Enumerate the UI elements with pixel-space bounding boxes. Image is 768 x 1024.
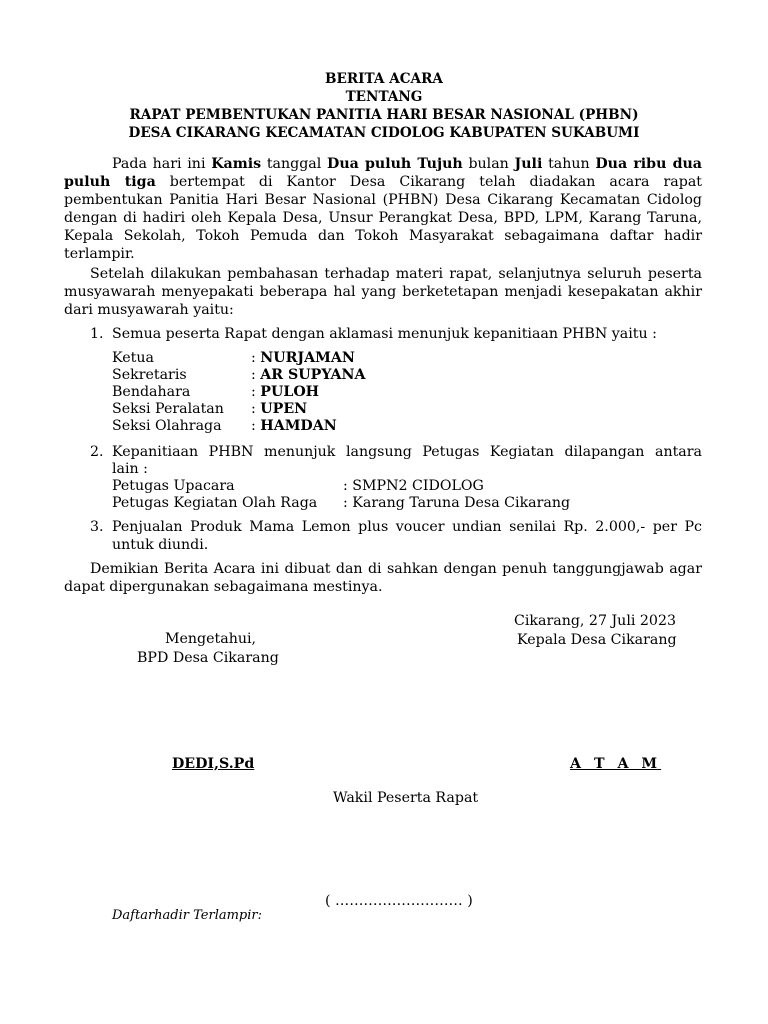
doc-subtitle: TENTANG — [345, 89, 423, 105]
role-name: AR SUPYANA — [260, 367, 366, 383]
opening-date: Dua puluh Tujuh — [327, 156, 463, 172]
village-head-name: A T A M — [570, 756, 662, 772]
role-label: Bendahara — [112, 384, 191, 400]
role-value: : HAMDAN — [251, 418, 337, 434]
village-head-title: Kepala Desa Cikarang — [517, 632, 677, 648]
role-name: PULOH — [260, 384, 320, 400]
role-value: : PULOH — [251, 384, 320, 400]
assignment-label: Petugas Kegiatan Olah Raga — [112, 495, 318, 511]
opening-text: tahun — [542, 156, 596, 172]
item-2-text: Kepanitiaan PHBN menunjuk langsung Petugas Kegiatan dilapangan antara — [112, 444, 702, 460]
item-3-text-cont: untuk diundi. — [112, 537, 209, 553]
role-name: NURJAMAN — [260, 350, 355, 366]
item-1-text: Semua peserta Rapat dengan aklamasi menunjuk kepanitiaan PHBN yaitu : — [112, 326, 657, 342]
opening-month: Juli — [514, 156, 543, 172]
discussion-paragraph: Setelah dilakukan pembahasan terhadap materi rapat, selanjutnya seluruh peserta musyawarah menyepakati beberapa hal yang berketetapan menjadi kesepakatan akhir dari musyawarah yaitu: — [64, 266, 702, 318]
opening-text: Pada hari ini — [112, 156, 212, 172]
item-number: 3. — [90, 519, 104, 535]
opening-text: tanggal — [261, 156, 328, 172]
opening-text: bulan — [462, 156, 515, 172]
participant-rep-title: Wakil Peserta Rapat — [333, 790, 479, 806]
role-label: Seksi Peralatan — [112, 401, 224, 417]
assignment-label: Petugas Upacara — [112, 478, 235, 494]
acknowledge-label: Mengetahui, — [165, 631, 257, 647]
item-number: 1. — [90, 326, 104, 342]
role-label: Ketua — [112, 350, 154, 366]
opening-text: bertempat di Kantor Desa Cikarang telah diadakan acara rapat pembentukan Panitia Hari Besar Nasional (PHBN) Desa Cikarang Kecamatan Cidolog dengan di hadiri oleh Kepala Desa, Unsur Perangkat Desa, BPD, LPM, Karang Taruna, Kepala Sekolah, Tokoh Pemuda dan Tokoh Masyarakat sebagaimana daftar hadir terlampir. — [64, 174, 702, 262]
role-label: Sekretaris — [112, 367, 187, 383]
place-date: Cikarang, 27 Juli 2023 — [514, 613, 677, 629]
item-3-text: Penjualan Produk Mama Lemon plus voucer undian senilai Rp. 2.000,- per Pc — [112, 519, 702, 535]
role-value: : UPEN — [251, 401, 308, 417]
closing-paragraph: Demikian Berita Acara ini dibuat dan di sahkan dengan penuh tanggungjawab agar dapat dipergunakan sebagaimana mestinya. — [64, 561, 702, 595]
participant-rep-name: ( ……………………… ) — [325, 893, 473, 909]
meeting-title: RAPAT PEMBENTUKAN PANITIA HARI BESAR NASIONAL (PHBN) — [129, 107, 639, 123]
bpd-title: BPD Desa Cikarang — [137, 650, 279, 666]
assignment-value: : SMPN2 CIDOLOG — [343, 478, 484, 494]
bpd-signatory-name: DEDI,S.Pd — [172, 756, 255, 772]
item-2-text-cont: lain : — [112, 461, 148, 477]
item-number: 2. — [90, 444, 104, 460]
role-value: : AR SUPYANA — [251, 367, 366, 383]
opening-paragraph — [64, 155, 702, 263]
doc-title: BERITA ACARA — [325, 71, 443, 87]
role-name: UPEN — [260, 401, 308, 417]
location-title: DESA CIKARANG KECAMATAN CIDOLOG KABUPATEN SUKABUMI — [128, 125, 640, 141]
opening-year: Dua ribu dua puluh tiga — [64, 156, 702, 190]
role-name: HAMDAN — [260, 418, 337, 434]
role-value: : NURJAMAN — [251, 350, 355, 366]
assignment-value: : Karang Taruna Desa Cikarang — [343, 495, 571, 511]
role-label: Seksi Olahraga — [112, 418, 222, 434]
attendance-note: Daftarhadir Terlampir: — [112, 908, 263, 923]
opening-day: Kamis — [211, 156, 262, 172]
